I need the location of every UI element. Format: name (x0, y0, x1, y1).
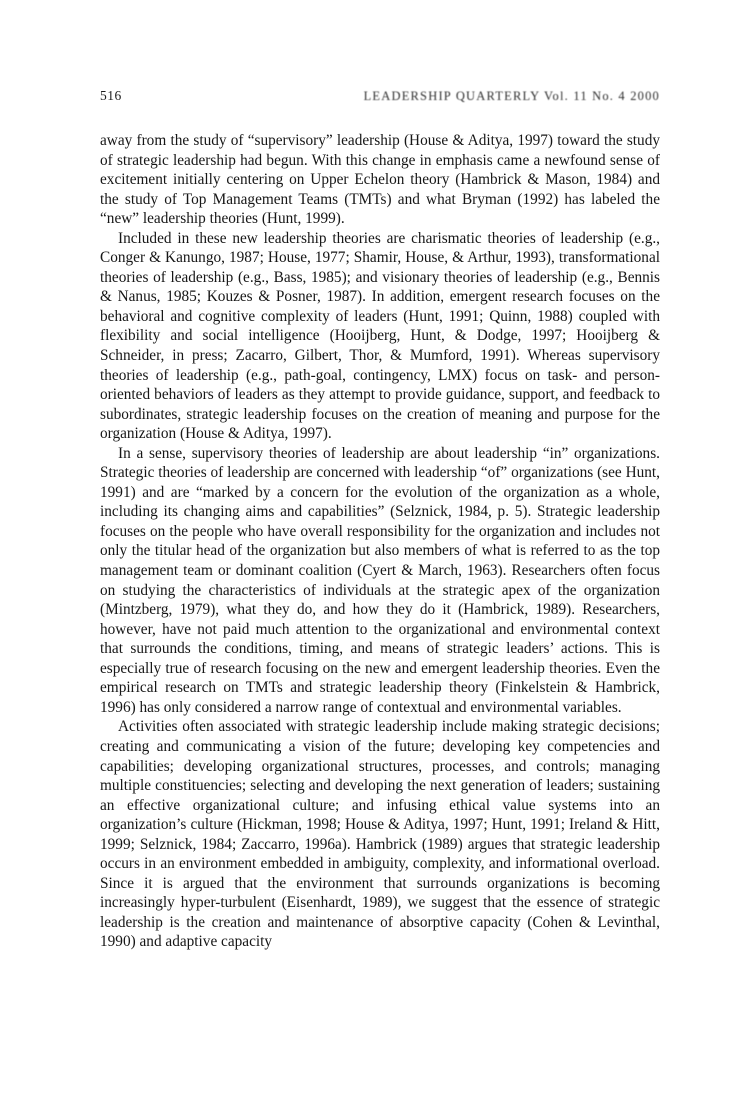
journal-title-header: LEADERSHIP QUARTERLY Vol. 11 No. 4 2000 (363, 88, 660, 104)
paragraph-4: Activities often associated with strategic leadership include making strategic decisions; creating and communicating a vision of the future; developing key competencies and capabilities; developing organizational structures, processes, and controls; managing multiple constituencies; selecting and developing the next generation of leaders; sustaining an effective organizational culture; and infusing ethical value systems into an organization’s culture (Hickman, 1998; House & Aditya, 1997; Hunt, 1991; Ireland & Hitt, 1999; Selznick, 1984; Zaccarro, 1996a). Hambrick (1989) argues that strategic leadership occurs in an environment embedded in ambiguity, complexity, and informational overload. Since it is argued that the environment that surrounds organizations is becoming increasingly hyper-turbulent (Eisenhardt, 1989), we suggest that the essence of strategic leadership is the creation and maintenance of absorptive capacity (Cohen & Levinthal, 1990) and adaptive capacity (100, 718, 660, 951)
running-head (100, 88, 660, 104)
paragraph-3: In a sense, supervisory theories of leadership are about leadership “in” organizations. Strategic theories of leadership are concerned with leadership “of” organizations (see Hunt, 1991) and are “marked by a concern for the evolution of the organization as a whole, including its changing aims and capabilities” (Selznick, 1984, p. 5). Strategic leadership focuses on the people who have overall responsibility for the organization and includes not only the titular head of the organization but also members of what is referred to as the top management team or dominant coalition (Cyert & March, 1963). Researchers often focus on studying the characteristics of individuals at the strategic apex of the organization (Mintzberg, 1979), what they do, and how they do it (Hambrick, 1989). Researchers, however, have not paid much attention to the organizational and environmental context that surrounds the conditions, timing, and means of strategic leaders’ actions. This is especially true of research focusing on the new and emergent leadership theories. Even the empirical research on TMTs and strategic leadership theory (Finkelstein & Hambrick, 1996) has only considered a narrow range of contextual and environmental variables. (100, 444, 660, 716)
paragraph-1: away from the study of “supervisory” leadership (House & Aditya, 1997) toward the study of strategic leadership had begun. With this change in emphasis came a newfound sense of excitement initially centering on Upper Echelon theory (Hambrick & Mason, 1984) and the study of Top Management Teams (TMTs) and what Bryman (1992) has labeled the “new” leadership theories (Hunt, 1999). (100, 132, 660, 228)
paragraph-2: Included in these new leadership theories are charismatic theories of leadership (e.g., Conger & Kanungo, 1987; House, 1977; Shamir, House, & Arthur, 1993), transformational theories of leadership (e.g., Bass, 1985); and visionary theories of leadership (e.g., Bennis & Nanus, 1985; Kouzes & Posner, 1987). In addition, emergent research focuses on the behavioral and cognitive complexity of leaders (Hunt, 1991; Quinn, 1988) coupled with flexibility and social intelligence (Hooijberg, Hunt, & Dodge, 1997; Hooijberg & Schneider, in press; Zacarro, Gilbert, Thor, & Mumford, 1991). Whereas supervisory theories of leadership (e.g., path-goal, contingency, LMX) focus on task- and person-oriented behaviors of leaders as they attempt to provide guidance, support, and feedback to subordinates, strategic leadership focuses on the creation of meaning and purpose for the organization (House & Aditya, 1997). (100, 229, 660, 443)
article-body (100, 131, 660, 952)
page-number: 516 (100, 88, 122, 103)
